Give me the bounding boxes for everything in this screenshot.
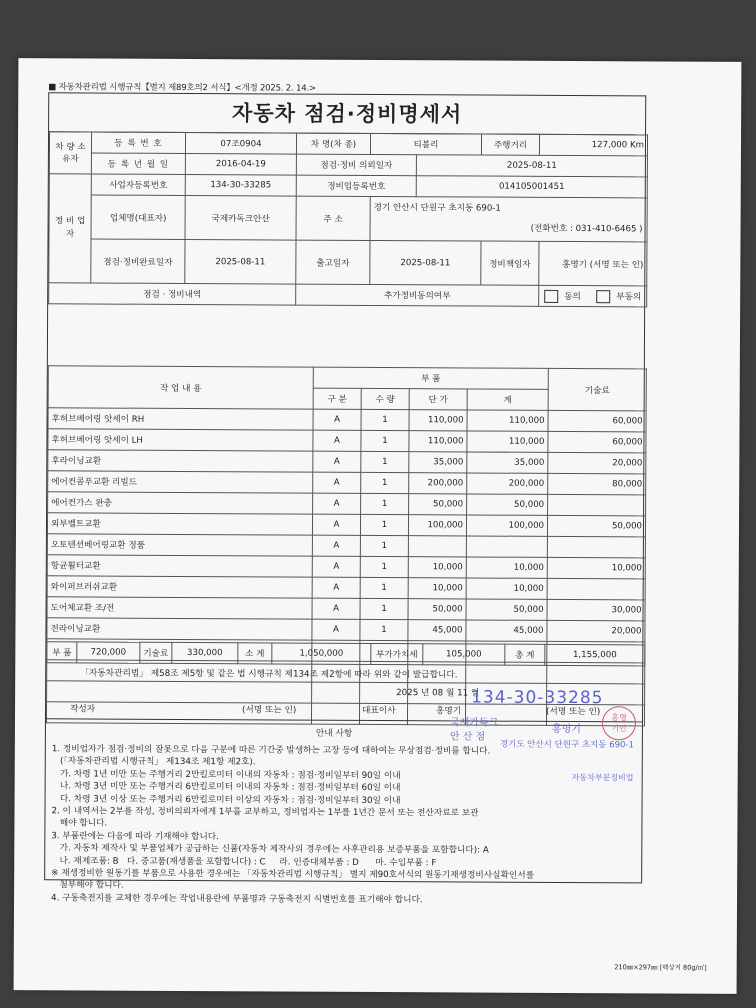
item-qty: 1 <box>360 535 408 556</box>
manager-label: 정비책임자 <box>481 241 539 285</box>
item-amount: 35,000 <box>467 452 548 473</box>
address-cell <box>370 196 647 241</box>
form-title: 자동차 점검·정비명세서 <box>49 93 645 135</box>
info-table <box>48 131 648 307</box>
item-work: 에어컨콤푸교환 리빌드 <box>48 471 313 493</box>
item-unit-price: 10,000 <box>408 578 466 599</box>
item-work: 전라이닝교환 <box>47 618 312 640</box>
release-date: 2025-08-11 <box>370 240 481 285</box>
car-name-label: 차 명(차 종) <box>296 133 370 154</box>
item-labor: 30,000 <box>547 599 645 621</box>
item-labor <box>548 494 646 516</box>
item-unit-price: 45,000 <box>408 620 466 641</box>
notice-line: 나. 차령 3년 미만 또는 주행거리 6만킬로미터 이내의 자동차 : 점검·정비일부터 60일 이내 <box>51 781 401 794</box>
item-type: A <box>312 577 360 598</box>
item-qty: 1 <box>361 409 409 430</box>
reg-no: 07조0904 <box>185 132 296 154</box>
ceo-sign: (서명 또는 인) <box>546 706 601 718</box>
item-work: 외부벨트교환 <box>47 513 312 535</box>
labor-total: 330,000 <box>172 642 238 663</box>
reg-no-label: 등 록 번 호 <box>91 132 185 153</box>
item-unit-price: 110,000 <box>409 410 467 431</box>
item-unit-price <box>408 536 466 557</box>
disagree-checkbox[interactable] <box>596 290 610 303</box>
ceo-label: 대표이사 <box>362 705 396 717</box>
owner-section-label: 차 량 소유자 <box>49 132 91 174</box>
item-labor <box>547 578 645 600</box>
writer-sign: (서명 또는 인) <box>242 705 297 716</box>
company: 국제카독크안산 <box>185 195 296 240</box>
notice-line: 다. 차령 3년 이상 또는 주행거리 6만킬로미터 이상의 자동차 : 점검·정비일부터 30일 이내 <box>51 793 401 806</box>
stamp-company: 국제카독크 <box>449 717 499 729</box>
item-amount: 50,000 <box>466 599 547 620</box>
shop-reg-no: 014105001451 <box>416 176 647 198</box>
notice-line: 가. 자동차 제작사 및 부품업체가 공급하는 신품(자동차 제작사의 경우에는 사후관리용 보증부품을 포함합니다): A <box>51 843 489 856</box>
notice-line: 나. 재제조품: B 다. 중고품(재생품을 포함합니다) : C 라. 인증대체부품 : D 마. 수입부품 : F <box>51 855 437 868</box>
paper-size-note: 210㎜×297㎜ [백상지 80g/㎡] <box>614 963 707 972</box>
item-labor: 60,000 <box>548 431 646 453</box>
item-labor: 20,000 <box>547 620 645 642</box>
item-labor: 80,000 <box>548 473 646 495</box>
amount-column-header: 계 <box>467 389 548 410</box>
notice-line: 가. 차령 1년 미만 또는 주행거리 2만킬로미터 이내의 자동차 : 점검·정비일부터 90일 이내 <box>51 769 401 781</box>
biz-no-label: 사업자등록번호 <box>91 174 185 195</box>
form-header-note: ■ 자동차관리법 시행규칙【별지 제89호의2 서식】<개정 2025. 2. 14.> <box>48 82 316 94</box>
reg-date: 2016-04-19 <box>185 153 296 175</box>
item-work: 후허브베어링 앗세이 LH <box>48 429 313 451</box>
notice-line: 3. 부품란에는 다음에 따라 기재해야 합니다. <box>51 831 219 842</box>
item-unit-price: 110,000 <box>409 431 467 452</box>
stamp-branch: 안 산 점 <box>449 731 486 743</box>
release-date-label: 출고일자 <box>296 240 370 284</box>
item-work: 도어체교환 조/전 <box>47 597 312 619</box>
item-type: A <box>312 556 360 577</box>
seal-text: 홍명 기인 <box>611 713 627 734</box>
vat-label: 부가가치세 <box>371 643 423 664</box>
document-page <box>14 58 742 994</box>
parts-total-label: 부 품 <box>47 642 77 663</box>
item-work: 후라이닝교환 <box>48 450 313 472</box>
request-date-label: 점검·정비 의뢰일자 <box>296 154 416 176</box>
agree-checkbox[interactable] <box>544 289 558 302</box>
item-work: 오토텐션베어링교환 정품 <box>47 534 312 556</box>
item-amount: 100,000 <box>466 515 547 536</box>
item-type: A <box>313 451 361 472</box>
item-type: A <box>313 430 361 451</box>
item-amount: 10,000 <box>466 557 547 578</box>
item-amount: 10,000 <box>466 578 547 599</box>
item-work: 항균휠터교환 <box>47 555 312 577</box>
item-qty: 1 <box>360 514 408 535</box>
content-label: 점검 · 정비내역 <box>49 283 296 305</box>
notice-line: 4. 구동축전지를 교체한 경우에는 작업내용란에 부품명과 구동축전지 식별번호를 표기해야 합니다. <box>51 893 423 906</box>
vat: 105,000 <box>423 644 505 665</box>
agree-label: 동의 <box>564 291 581 302</box>
labor-total-label: 기술료 <box>140 642 172 663</box>
item-unit-price: 100,000 <box>408 515 466 536</box>
item-amount: 200,000 <box>467 473 548 494</box>
parts-total: 720,000 <box>77 642 140 663</box>
item-amount: 110,000 <box>467 410 548 431</box>
item-qty: 1 <box>360 577 408 598</box>
item-amount: 50,000 <box>467 494 548 515</box>
unit-price-column-header: 단 가 <box>409 389 467 410</box>
stamp-address: 경기도 안산시 단원구 초지동 690-1 <box>499 739 634 751</box>
type-column-header: 구 분 <box>313 388 361 409</box>
complete-date: 2025-08-11 <box>185 239 296 284</box>
reg-date-label: 등 록 년 월 일 <box>91 153 185 174</box>
item-type: A <box>313 409 361 430</box>
item-amount <box>466 536 547 557</box>
stamp-name: 홍명기 <box>551 723 581 736</box>
parts-column-header: 부 품 <box>313 367 548 389</box>
item-work: 와이퍼브러쉬교환 <box>47 576 312 598</box>
car-name: 티볼리 <box>370 133 481 155</box>
shop-section-label: 정 비 업 자 <box>49 174 92 283</box>
labor-column-header: 기술료 <box>548 368 646 411</box>
notice-line: 1. 정비업자가 점검·정비의 잘못으로 다음 구분에 따른 기간중 발생하는 고장 등에 대하여는 무상점검·정비를 합니다. <box>51 744 491 757</box>
item-type: A <box>312 514 360 535</box>
item-labor: 50,000 <box>547 515 645 537</box>
manager: 홍명기 (서명 또는 인) <box>539 241 647 286</box>
inspection-form <box>44 92 646 906</box>
item-qty: 1 <box>361 451 409 472</box>
item-type: A <box>312 598 360 619</box>
item-qty: 1 <box>360 619 408 640</box>
grand-total: 1,155,000 <box>545 644 645 666</box>
item-unit-price: 10,000 <box>408 557 466 578</box>
item-work: 후허브베어링 앗세이 RH <box>48 408 313 430</box>
item-type: A <box>312 619 360 640</box>
shop-reg-label: 정비업등록번호 <box>296 175 416 197</box>
item-type: A <box>313 472 361 493</box>
item-unit-price: 200,000 <box>409 473 467 494</box>
ceo-name: 홍명기 <box>436 706 462 717</box>
notice-line: ※ 재생정비한 원동기를 부품으로 사용한 경우에는 「자동차관리법 시행규칙」 별지 제90호서식의 원동기재생정비사실확인서를 <box>51 868 535 881</box>
qty-column-header: 수 량 <box>361 388 409 409</box>
item-unit-price: 50,000 <box>409 494 467 515</box>
subtotal: 1,050,000 <box>272 643 371 665</box>
item-labor: 20,000 <box>548 452 646 474</box>
item-type: A <box>312 535 360 556</box>
mileage-label: 주행거리 <box>481 134 539 155</box>
legal-statement: 「자동차관리법」 제58조 제5항 및 같은 법 시행규칙 제134조 제2항에 따라 위와 같이 발급합니다. <box>80 668 458 681</box>
item-work: 에어컨가스 완충 <box>48 492 313 514</box>
notice-title: 안내 사항 <box>315 728 353 739</box>
item-unit-price: 50,000 <box>408 599 466 620</box>
address-label: 주 소 <box>296 196 370 240</box>
item-labor: 10,000 <box>547 557 645 579</box>
subtotal-label: 소 계 <box>238 643 272 664</box>
item-qty: 1 <box>360 556 408 577</box>
item-type: A <box>313 493 361 514</box>
consent-options <box>539 285 647 307</box>
item-qty: 1 <box>361 472 409 493</box>
consent-label: 추가정비동의여부 <box>296 284 539 306</box>
phone: (전화번호 : 031-410-6465 ) <box>530 223 643 235</box>
notice-line: 해야 합니다. <box>51 818 108 829</box>
work-column-header: 작 업 내 용 <box>48 366 313 409</box>
company-label: 업체명(대표자) <box>91 195 185 239</box>
notice-line: (「자동차관리법 시행규칙」 제134조 제1항 제2호). <box>51 756 256 768</box>
item-qty: 1 <box>361 430 409 451</box>
notice-line: 2. 이 내역서는 2부를 작성, 정비의뢰자에게 1부를 교부하고, 정비업자는 1부를 1년간 문서 또는 전산자료로 보관 <box>51 806 479 819</box>
item-labor <box>547 536 645 558</box>
complete-date-label: 점검·정비완료일자 <box>91 239 185 283</box>
address: 경기 안산시 단원구 초지동 690-1 <box>373 202 501 214</box>
stamp-biz-no: 134-30-33285 <box>471 687 604 709</box>
item-amount: 110,000 <box>467 431 548 452</box>
disagree-label: 부동의 <box>616 291 642 302</box>
issue-date: 2025 년 08 월 11 일 <box>396 688 480 699</box>
item-labor: 60,000 <box>548 410 646 432</box>
biz-no: 134-30-33285 <box>185 174 296 196</box>
mileage: 127,000 Km <box>539 134 647 156</box>
item-qty: 1 <box>361 493 409 514</box>
item-unit-price: 35,000 <box>409 452 467 473</box>
item-qty: 1 <box>360 598 408 619</box>
item-amount: 45,000 <box>466 620 547 641</box>
notice-line: 첨부해야 합니다. <box>51 880 124 892</box>
request-date: 2025-08-11 <box>416 155 647 177</box>
official-seal <box>602 706 636 740</box>
stamp-business-type: 자동차부분정비업 <box>571 773 634 783</box>
grand-total-label: 총 계 <box>505 644 545 665</box>
writer-label: 작성자 <box>70 704 96 715</box>
